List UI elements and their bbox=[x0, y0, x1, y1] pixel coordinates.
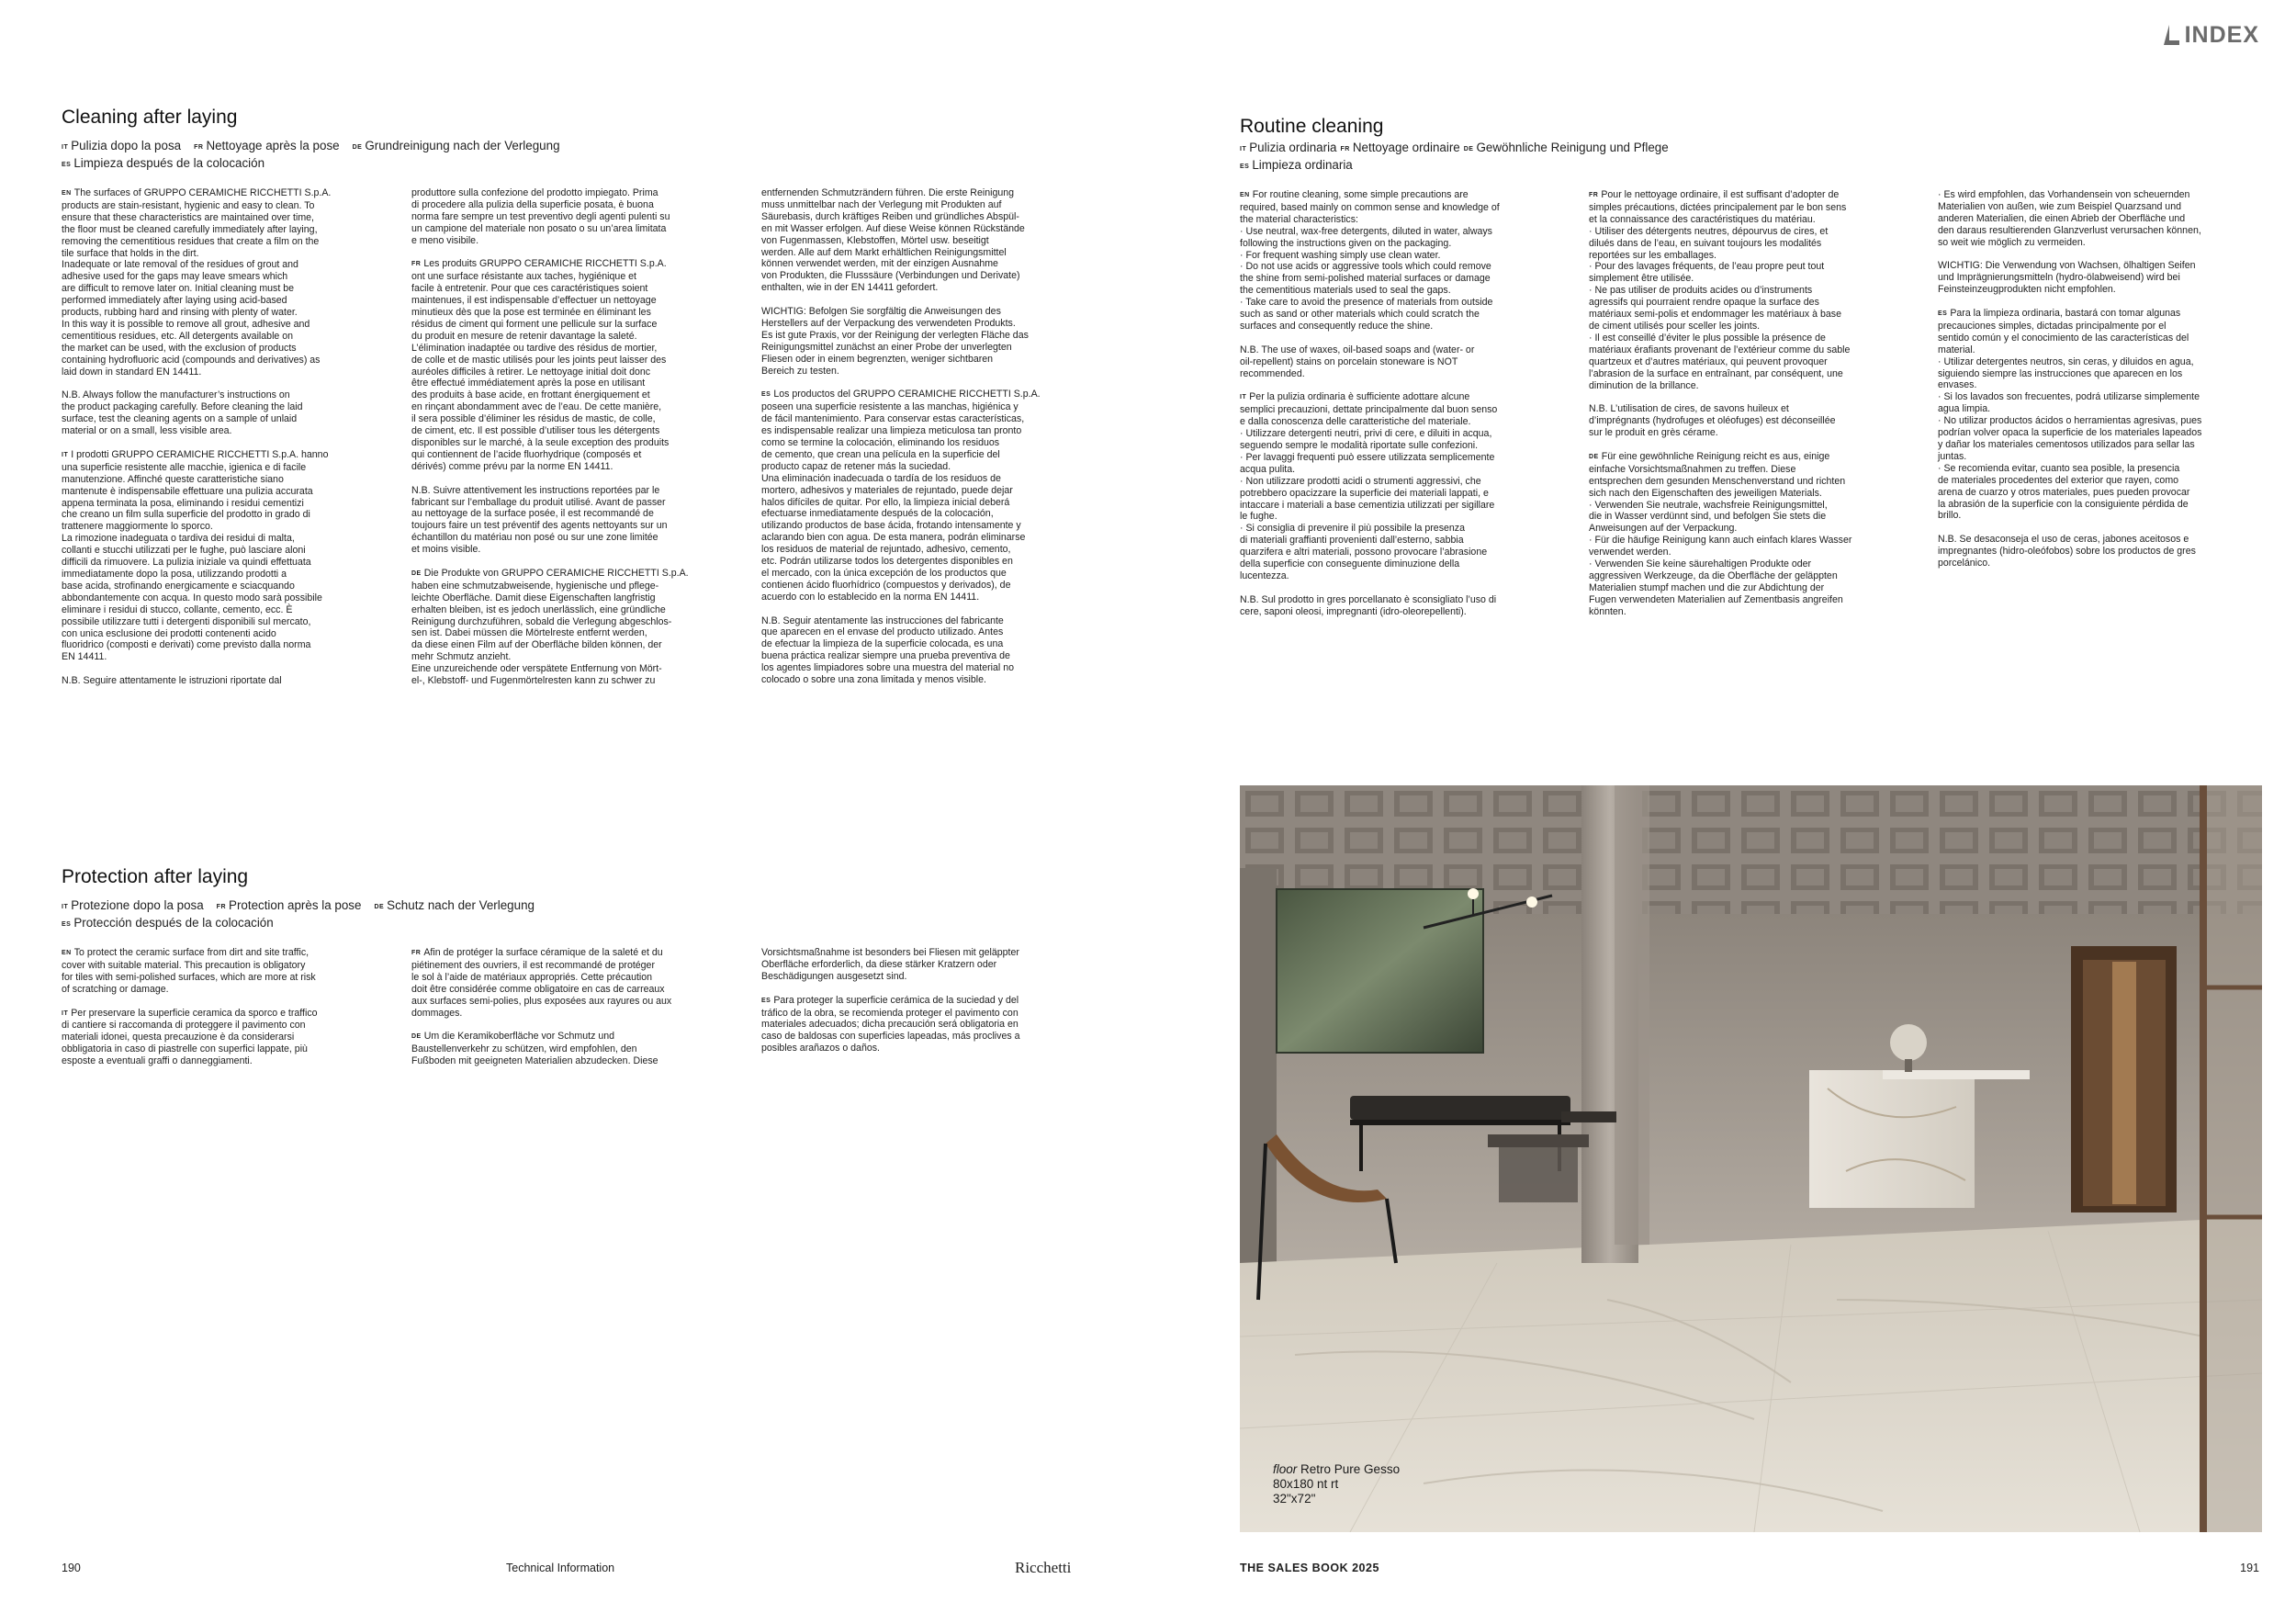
paragraph: N.B. L’utilisation de cires, de savons huileux et d’imprégnants (hydrofuges et oléofuges) est déconseillée sur le produit en grès cérame. bbox=[1589, 403, 1836, 439]
cleaning-section bbox=[62, 106, 1088, 699]
routine-title: Routine cleaning bbox=[1240, 116, 1384, 137]
routine-columns bbox=[1240, 189, 2265, 629]
caption-product: Retro Pure Gesso bbox=[1300, 1462, 1401, 1476]
cleaning-sub-es: Limpieza después de la colocación bbox=[73, 156, 265, 170]
paragraph: FR Les produits GRUPPO CERAMICHE RICCHETTI S.p.A. ont une surface résistante aux taches, hygiénique et facile à entretenir. Pour que ces caractéristiques soient maintenues, il est indispensable d’effectuer un nettoyage minutieux dès que la pose est terminée en éliminant les résidus de ciment qui forment une pellicule sur la surface du produit en mesure de retenir davantage la saleté. L’élimination inadaptée ou tardive des résidus de mortier, de colle et de mastic utilisés pour les joints peut laisser des auréoles difficiles à retirer. Le nettoyage initial doit donc être effectué immédiatement après la pose en utilisant des produits à base acide, en frottant énergiquement et en rinçant abondamment avec de l’eau. De cette manière, il sera possible d’éliminer les résidus de mastic, de colle, de ciment, etc. Il est possible d’utiliser tous les détergents disponibles sur le marché, à la seule exception des produits qui contiennent de l’acide fluorhydrique (composés et dérivés) comme prévu par la norme EN 14411. bbox=[411, 258, 670, 472]
cleaning-sub-it: Pulizia dopo la posa bbox=[71, 139, 182, 152]
paragraph: N.B. The use of waxes, oil-based soaps and (water- or oil-repellent) stains on porcelain stoneware is NOT recommended. bbox=[1240, 344, 1475, 379]
paragraph: N.B. Seguir atentamente las instrucciones del fabricante que aparecen en el envase del producto utilizado. Antes de efectuar la limpieza de la superficie colocada, es una buena práctica realizar siempre una prueba preventiva de los agentes limpiadores sobre una muestra del material no colocado o sobre una zona limitada y menos visible. bbox=[761, 615, 1014, 686]
protection-sub-it: Protezione dopo la posa bbox=[71, 898, 204, 912]
lang-tag: IT bbox=[1240, 146, 1247, 152]
lang-tag: ES bbox=[1240, 164, 1250, 170]
interior-photo bbox=[1240, 785, 2262, 1532]
lang-tag: DE bbox=[352, 144, 363, 151]
cleaning-col-2 bbox=[411, 187, 738, 699]
paragraph: WICHTIG: Die Verwendung von Wachsen, ölhaltigen Seifen und Imprägnierungsmitteln (hydro-ölabweisend) wird bei Feinsteinzeugprodukten nicht empfohlen. bbox=[1938, 260, 2196, 296]
paragraph: IT Per preservare la superficie ceramica da sporco e traffico di cantiere si raccomanda di proteggere il pavimento con materiali idonei, questa precauzione è da considerarsi obbligatoria in caso di piastrelle con superfici lappate, più esposte a eventuali graffi o danneggiamenti. bbox=[62, 1007, 318, 1067]
lang-tag: IT bbox=[62, 144, 69, 151]
routine-sub-fr: Nettoyage ordinaire bbox=[1352, 141, 1460, 154]
routine-sub-es: Limpieza ordinaria bbox=[1252, 158, 1353, 172]
paragraph: DE Die Produkte von GRUPPO CERAMICHE RICCHETTI S.p.A. haben eine schmutzabweisende, hygienische und pflege- leichte Oberfläche. Damit diese Eigenschaften langfristig erhalten bleiben, ist es jedoch unerlässlich, eine gründliche Reinigung durchzuführen, sobald die Verlegung abgeschlos- sen ist. Dabei müssen die Mörtelreste entfernt werden, da diese einen Film auf der Oberfläche bilden können, der mehr Schmutz anzieht. Eine unzureichende oder verspätete Entfernung von Mört- el-, Klebstoff- und Fugenmörtelresten kann zu schwer zu bbox=[411, 567, 689, 687]
protection-col-3 bbox=[761, 947, 1088, 1079]
paragraph: ES Para proteger la superficie cerámica de la suciedad y del tráfico de la obra, se recomienda proteger el pavimento con materiales adecuados; dicha precaución será obligatoria en caso de baldosas con superficies lapeadas, más proclives a posibles arañazos o daños. bbox=[761, 994, 1020, 1054]
protection-columns bbox=[62, 947, 1088, 1079]
lang-tag: ES bbox=[62, 921, 72, 928]
lobby-illustration bbox=[1240, 785, 2262, 1532]
routine-col-1 bbox=[1240, 189, 1567, 629]
brand-logo: Ricchetti bbox=[1015, 1559, 1072, 1576]
paragraph: DE Um die Keramikoberfläche vor Schmutz und Baustellenverkehr zu schützen, wird empfohlen, den Fußboden mit geeigneten Materialien abzudecken. Diese bbox=[411, 1031, 658, 1067]
lang-tag: DE bbox=[374, 904, 385, 910]
protection-col-2 bbox=[411, 947, 738, 1079]
paragraph: FR Pour le nettoyage ordinaire, il est suffisant d’adopter de simples précautions, dictées principalement par le bon sens et la connaissance des caractéristiques du matériau. · Utiliser des détergents neutres, dépourvus de cires, et dilués dans de l’eau, en suivant toujours les modalités reportées sur les emballages. · Pour des lavages fréquents, de l’eau propre peut tout simplement être utilisée. · Ne pas utiliser de produits acides ou d’instruments agressifs qui pourraient rendre opaque la surface des matériaux semi-polis et endommager les matériaux à base de ciment utilisés pour sceller les joints. · Il est conseillé d’éviter le plus possible la présence de matériaux érafiants provenant de l’extérieur comme du sable quartzeux et d’autres matériaux, qui peuvent provoquer l’abrasion de la surface en entraînant, par conséquent, une diminution de la brillance. bbox=[1589, 189, 1851, 391]
page-number-right: 191 bbox=[2240, 1562, 2259, 1574]
lang-tag: ES bbox=[62, 162, 72, 168]
paragraph: IT I prodotti GRUPPO CERAMICHE RICCHETTI S.p.A. hanno una superficie resistente alle macchie, igienica e di facile manutenzione. Affinché queste caratteristiche siano mantenute è indispensabile effettuare una pulizia accurata appena terminata la posa, eliminando i residui cementizi che creano un film sulla superficie del prodotto in grado di trattenere maggiormente lo sporco. La rimozione inadeguata o tardiva dei residui di malta, collanti e stucchi utilizzati per le fughe, può lasciare aloni difficili da rimuovere. La pulizia iniziale va quindi effettuata immediatamente dopo la posa, utilizzando prodotti a base acida, strofinando energicamente e sciacquando abbondantemente con acqua. In questo modo sarà possibile eliminare i residui di stucco, collante, cemento, ecc. È possibile utilizzare tutti i detergenti disponibili sul mercato, con unica esclusione dei prodotti contenenti acido fluoridrico (composti e derivati) come previsto dalla norma EN 14411. bbox=[62, 448, 329, 663]
paragraph: produttore sulla confezione del prodotto impiegato. Prima di procedere alla pulizia della superficie posata, è buona norma fare sempre un test preventivo degli agenti pulenti su un campione del materiale non posato o su un’area limitata e meno visibile. bbox=[411, 187, 670, 246]
paragraph: DE Für eine gewöhnliche Reinigung reicht es aus, einige einfache Vorsichtsmaßnahmen zu treffen. Diese entsprechen dem gesunden Menschenverstand und richten sich nach den Eigenschaften des jeweiligen Materials. · Verwenden Sie neutrale, wachsfreie Reinigungsmittel, die in Wasser verdünnt sind, und befolgen Sie stets die Anweisungen auf der Verpackung. · Für die häufige Reinigung kann auch einfach klares Wasser verwendet werden. · Verwenden Sie keine säurehaltigen Produkte oder aggressiven Werkzeuge, da die Oberfläche der geläppten Materialien stumpf machen und die zur Abdichtung der Fugen verwendeten Materialien auf Zementbasis angreifen könnten. bbox=[1589, 450, 1852, 617]
paragraph: N.B. Suivre attentivement les instructions reportées par le fabricant sur l’emballage du produit utilisé. Avant de passer au nettoyage de la surface posée, il est recommandé de toujours faire un test préventif des agents nettoyants sur un échantillon du matériau non posé ou sur une zone limitée et moins visible. bbox=[411, 484, 668, 556]
routine-section bbox=[1240, 115, 2265, 629]
paragraph: EN To protect the ceramic surface from dirt and site traffic, cover with suitable material. This precaution is obligatory for tiles with semi-polished surfaces, which are more at risk of scratching or damage. bbox=[62, 947, 316, 995]
protection-sub-es: Protección después de la colocación bbox=[73, 916, 274, 930]
cleaning-col-3 bbox=[761, 187, 1088, 699]
lang-tag: DE bbox=[1463, 146, 1474, 152]
routine-sub-de: Gewöhnliche Reinigung und Pflege bbox=[1476, 141, 1669, 154]
cleaning-subtitles bbox=[62, 138, 1088, 173]
paragraph: N.B. Se desaconseja el uso de ceras, jabones aceitosos e impregnantes (hidro-oleófobos) sobre los productos de gres porcelánico. bbox=[1938, 534, 2196, 570]
paragraph: N.B. Always follow the manufacturer’s instructions on the product packaging carefully. Before cleaning the laid surface, test the cleaning agents on a sample of unlaid material or on a small, less visible area. bbox=[62, 389, 303, 437]
protection-col-1 bbox=[62, 947, 388, 1079]
paragraph: IT Per la pulizia ordinaria è sufficiente adottare alcune semplici precauzioni, dettate principalmente dal buon senso e dalla conoscenza delle caratteristiche del materiale. · Utilizzare detergenti neutri, privi di cere, e diluiti in acqua, seguendo sempre le modalità riportate sulle confezioni. · Per lavaggi frequenti può essere utilizzata semplicemente acqua pulita. · Non utilizzare prodotti acidi o strumenti aggressivi, che potrebbero opacizzare la superficie dei materiali lappati, e intaccare i materiali a base cementizia utilizzati per sigillare le fughe. · Si consiglia di prevenire il più possibile la presenza di materiali graffianti provenienti dall’esterno, sabbia quarzifera e altri materiali, possono provocare l’abrasione della superficie con conseguente diminuzione della lucentezza. bbox=[1240, 391, 1498, 581]
paragraph: EN For routine cleaning, some simple precautions are required, based mainly on common sense and knowledge of the material characteristics: · Use neutral, wax-free detergents, diluted in water, always following the instructions given on the packaging. · For frequent washing simply use clean water. · Do not use acids or aggressive tools which could remove the shine from semi-polished material surfaces or damage the cementitious materials used to seal the gaps. · Take care to avoid the presence of materials from outside such as sand or other materials which could scratch the surfaces and consequently reduce the shine. bbox=[1240, 189, 1500, 332]
routine-sub-it: Pulizia ordinaria bbox=[1249, 141, 1337, 154]
cleaning-sub-fr: Nettoyage après la pose bbox=[206, 139, 340, 152]
lang-tag: FR bbox=[194, 144, 204, 151]
cleaning-columns bbox=[62, 187, 1088, 699]
paragraph: Vorsichtsmaßnahme ist besonders bei Fliesen mit geläppter Oberfläche erforderlich, da diese stärker Kratzern oder Beschädigungen ausgesetzt sind. bbox=[761, 947, 1019, 982]
cleaning-col-1 bbox=[62, 187, 388, 699]
routine-col-3 bbox=[1938, 189, 2265, 629]
footer-section: Technical Information bbox=[506, 1562, 615, 1574]
lang-tag: FR bbox=[1340, 146, 1350, 152]
routine-col-2 bbox=[1589, 189, 1916, 629]
paragraph: entfernenden Schmutzrändern führen. Die erste Reinigung muss unmittelbar nach der Verlegung mit Produkten auf Säurebasis, durch kräftiges Reiben und gründliches Abspül- en mit Wasser erfolgen. Auf diese Weise können Rückstände von Fugenmassen, Klebstoffen, Mörtel usw. beseitigt werden. Alle auf dem Markt erhältlichen Reinigungsmittel können verwendet werden, mit der einzigen Ausnahme von Produkten, die Flusssäure (Verbindungen und Derivate) enthalten, wie in der EN 14411 gefordert. bbox=[761, 187, 1025, 294]
paragraph: · Es wird empfohlen, das Vorhandensein von scheuernden Materialien von außen, wie zum Beispiel Quarzsand und anderen Materialien, die einen Abrieb der Oberfläche und den daraus resultierenden Glanzverlust verursachen können, so weit wie möglich zu vermeiden. bbox=[1938, 189, 2201, 248]
index-arrow-icon bbox=[2161, 23, 2181, 49]
paragraph: N.B. Sul prodotto in gres porcellanato è sconsigliato l’uso di cere, saponi oleosi, impregnanti (idro-oleorepellenti). bbox=[1240, 593, 1497, 617]
cleaning-sub-de: Grundreinigung nach der Verlegung bbox=[365, 139, 560, 152]
lang-tag: FR bbox=[216, 904, 227, 910]
protection-sub-fr: Protection après la pose bbox=[229, 898, 362, 912]
footer-book: THE SALES BOOK 2025 bbox=[1240, 1562, 1379, 1574]
page-number-left: 190 bbox=[62, 1562, 81, 1574]
index-link[interactable] bbox=[2161, 22, 2259, 49]
protection-subtitles bbox=[62, 897, 1088, 932]
paragraph: ES Para la limpieza ordinaria, bastará con tomar algunas precauciones simples, dictadas principalmente por el sentido común y el conocimiento de las características del material. · Utilizar detergentes neutros, sin ceras, y diluidos en agua, siguiendo siempre las instrucciones que aparecen en los envases. · Si los lavados son frecuentes, podrá utilizarse simplemente agua limpia. · No utilizar productos ácidos o herramientas agresivas, pues podrían volver opaca la superficie de los materiales lapeados y dañar los materiales cementosos utilizados para sellar las juntas. · Se recomienda evitar, cuanto sea posible, la presencia de materiales procedentes del exterior que rayen, como arena de cuarzo y otros materiales, pues pueden provocar la abrasión de la superficie con la consiguiente pérdida de brillo. bbox=[1938, 308, 2202, 522]
routine-subtitles bbox=[1240, 140, 2265, 175]
lang-tag: IT bbox=[62, 904, 69, 910]
caption-size: 80x180 nt rt bbox=[1273, 1477, 1339, 1491]
paragraph: N.B. Seguire attentamente le istruzioni riportate dal bbox=[62, 675, 282, 687]
paragraph: FR Afin de protéger la surface céramique de la saleté et du piétinement des ouvriers, il est recommandé de protéger le sol à l’aide de matériaux appropriés. Cette précaution doit être considérée comme obligatoire en cas de carreaux aux surfaces semi-polies, plus exposées aux rayures ou aux dommages. bbox=[411, 947, 672, 1019]
caption-label: floor bbox=[1273, 1462, 1298, 1476]
paragraph: EN The surfaces of GRUPPO CERAMICHE RICCHETTI S.p.A. products are stain-resistant, hygienic and easy to clean. To ensure that these characteristics are maintained over time, the floor must be cleaned carefully immediately after laying, removing the cementitious residues that create a film on the tile surface that holds in the dirt. Inadequate or late removal of the residues of grout and adhesive used for the gaps may leave smears which are difficult to remove later on. Initial cleaning must be performed immediately after laying using acid-based products, rubbing hard and rinsing with plenty of water. In this way it is possible to remove all grout, adhesive and cementitious residues, etc. All detergents available on the market can be used, with the exclusion of products containing hydrofluoric acid (compounds and derivatives) as laid down in standard EN 14411. bbox=[62, 187, 332, 378]
cleaning-title: Cleaning after laying bbox=[62, 107, 238, 128]
protection-section bbox=[62, 865, 1088, 1079]
protection-sub-de: Schutz nach der Verlegung bbox=[387, 898, 535, 912]
photo-caption bbox=[1273, 1462, 1400, 1506]
paragraph: ES Los productos del GRUPPO CERAMICHE RICCHETTI S.p.A. poseen una superficie resistente a las manchas, higiénica y de fácil mantenimiento. Para conservar estas características, es indispensable realizar una limpieza meticulosa tan pronto como se termine la colocación, eliminando los residuos de cemento, que crean una película en la superficie del producto capaz de retener más la suciedad. Una eliminación inadecuada o tardía de los residuos de mortero, adhesivos y materiales de rejuntado, puede dejar halos difíciles de quitar. Por ello, la limpieza inicial deberá efectuarse inmediatamente después de la colocación, utilizando productos de base ácida, frotando intensamente y aclarando bien con agua. De esta manera, podrán eliminarse los residuos de material de rejuntado, adhesivo, cemento, etc. Podrán utilizarse todos los detergentes disponibles en el mercado, con la única excepción de los productos que contienen ácido fluorhídrico (compuestos y derivados), de acuerdo con lo establecido en la norma EN 14411. bbox=[761, 389, 1041, 603]
protection-title: Protection after laying bbox=[62, 866, 249, 887]
paragraph: WICHTIG: Befolgen Sie sorgfältig die Anweisungen des Herstellers auf der Verpackung des verwendeten Produkts. Es ist gute Praxis, vor der Reinigung der verlegten Fläche das Reinigungsmittel zunächst an einer Probe der unverlegten Fliesen oder in einem begrenzten, weniger sichtbaren Bereich zu testen. bbox=[761, 306, 1029, 377]
caption-inches: 32"x72" bbox=[1273, 1492, 1316, 1506]
index-label: INDEX bbox=[2184, 22, 2259, 48]
